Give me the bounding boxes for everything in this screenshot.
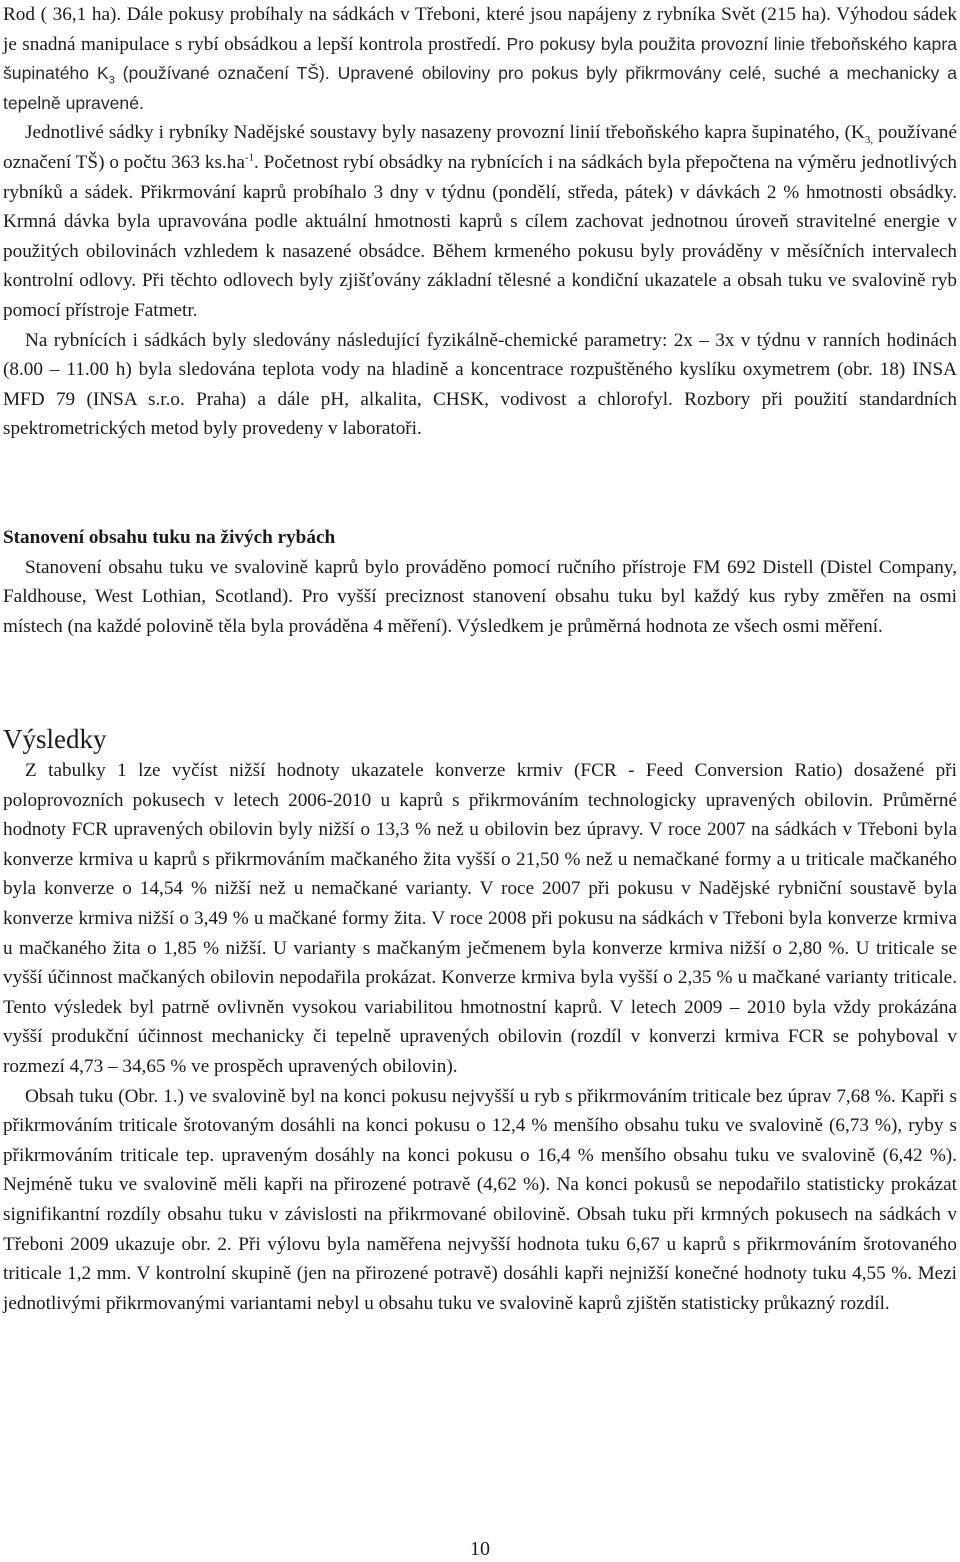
section-heading-fat-content: Stanovení obsahu tuku na živých rybách	[3, 527, 336, 548]
paragraph-fat-results: Obsah tuku (Obr. 1.) ve svalovině byl na konci pokusu nejvyšší u ryb s přikrmováním triticale bez úprav 7,68 %. Kapři s přikrmováním triticale šrotovaným dosáhli na konci pokusu o 12,4 % menšího obsahu tuku ve svalovině (6,73 %), ryby s přikrmováním triticale tep. upraveným dosáhly na konci pokusu o 16,4 % menšího obsahu tuku ve svalovině (6,42 %). Nejméně tuku ve svalovině měli kapři na přirozené potravě (4,62 %). Na konci pokusů se nepodařilo statisticky prokázat signifikantní rozdíly obsahu tuku v závislosti na přikrmované obilovině. Obsah tuku při krmných pokusech na sádkách v Třeboni 2009 ukazuje obr. 2. Při výlovu byla naměřena nejvyšší hodnota tuku 6,67 u kaprů s přikrmováním šrotovaného triticale 1,2 mm. V kontrolní skupině (jen na přirozené potravě) dosáhli kapři nejnižší konečné hodnoty tuku 4,55 %. Mezi jednotlivými přikrmovanými variantami nebyl u obsahu tuku ve svalovině kaprů zjištěn statisticky průkazný rozdíl.	[3, 1085, 957, 1314]
paragraph-water-parameters: Na rybnících i sádkách byly sledovány následující fyzikálně-chemické parametry: 2x – 3x v týdnu v ranních hodinách (8.00 – 11.00 h) byla sledována teplota vody na hladině a koncentrace rozpuštěného kyslíku oxymetrem (obr. 18) INSA MFD 79 (INSA s.r.o. Praha) a dále pH, alkalita, CHSK, vodivost a chlorofyl. Rozbory při použití standardních spektrometrických metod byly provedeny v laboratoři.	[3, 329, 957, 440]
results-section	[3, 722, 957, 1318]
paragraph-ponds-and-tanks: Rod ( 36,1 ha). Dále pokusy probíhaly na sádkách v Třeboni, které jsou napájeny z rybníka Svět (215 ha). Výhodou sádek je snadná manipulace s rybí obsádkou a lepší kontrola prostředí. Pro pokusy byla použita provozní linie třeboňského kapra šupinatého $K_3$ (používané označení TŠ). Upravené obiloviny pro pokus byly přikrmovány celé, suché a mechanicky a tepelně upravené.	[3, 4, 957, 113]
paragraph-fat-measurement: Stanovení obsahu tuku ve svalovině kaprů bylo prováděno pomocí ručního přístroje FM 692 Distell (Distel Company, Faldhouse, West Lothian, Scotland). Pro vyšší preciznost stanovení obsahu tuku byl každý kus ryby změřen na osmi místech (na každé polovině těla byla prováděna 4 měření). Výsledkem je průměrná hodnota ze všech osmi měření.	[3, 556, 957, 637]
section-heading-results: Výsledky	[3, 724, 107, 754]
paragraph-stocking-and-feeding: Jednotlivé sádky i rybníky Nadějské soustavy byly nasazeny provozní linií třeboňského kapra šupinatého, ($K_{3,}$ používané označení TŠ) o počtu 363 $ks.ha^{-1}$. Početnost rybí obsádky na rybnících i na sádkách byla přepočtena na výměru jednotlivých rybníků a sádek. Přikrmování kaprů probíhalo 3 dny v týdnu (pondělí, středa, pátek) v dávkách 2 % hmotnosti obsádky. Krmná dávka byla upravována podle aktuální hmotnosti kaprů s cílem zachovat jednotnou úroveň stravitelné energie v použitých obilovinách vzhledem k nasazené obsádce. Během krmeného pokusu byly prováděny v měsíčních intervalech kontrolní odlovy. Při těchto odlovech byly zjišťovány základní tělesné a kondiční ukazatele a obsah tuku ve svalovině ryb pomocí přístroje Fatmetr.	[3, 122, 957, 321]
methods-section	[3, 0, 957, 444]
paragraph-fcr-results: Z tabulky 1 lze vyčíst nižší hodnoty ukazatele konverze krmiv (FCR - Feed Conversion Ratio) dosažené při poloprovozních pokusech v letech 2006-2010 u kaprů s přikrmováním technologicky upravených obilovin. Průměrné hodnoty FCR upravených obilovin byly nižší o 13,3 % než u obilovin bez úpravy. V roce 2007 na sádkách v Třeboni byla konverze krmiva u kaprů s přikrmováním mačkaného žita vyšší o 21,50 % než u nemačkané formy a u triticale mačkaného byla konverze o 14,54 % nižší než u nemačkané varianty. V roce 2007 při pokusu v Nadějské rybniční soustavě byla konverze krmiva nižší o 3,49 % u mačkané formy žita. V roce 2008 při pokusu na sádkách v Třeboni byla konverze krmiva u mačkaného žita o 1,85 % nižší. U varianty s mačkaným ječmenem byla konverze krmiva nižší o 2,80 %. U triticale se vyšší účinnost mačkaných obilovin nepodařila prokázat. Konverze krmiva byla vyšší o 2,35 % u mačkané varianty triticale. Tento výsledek byl patrně ovlivněn vysokou variabilitou hmotnostní kaprů. V letech 2009 – 2010 byla vždy prokázána vyšší produkční účinnost mechanicky či tepelně upravených obilovin (rozdíl v konverzi krmiva FCR se pohyboval v rozmezí 4,73 – 34,65 % ve prospěch upravených obilovin).	[3, 760, 957, 1077]
page-number: 10	[470, 1538, 490, 1560]
fat-content-section	[3, 523, 957, 641]
